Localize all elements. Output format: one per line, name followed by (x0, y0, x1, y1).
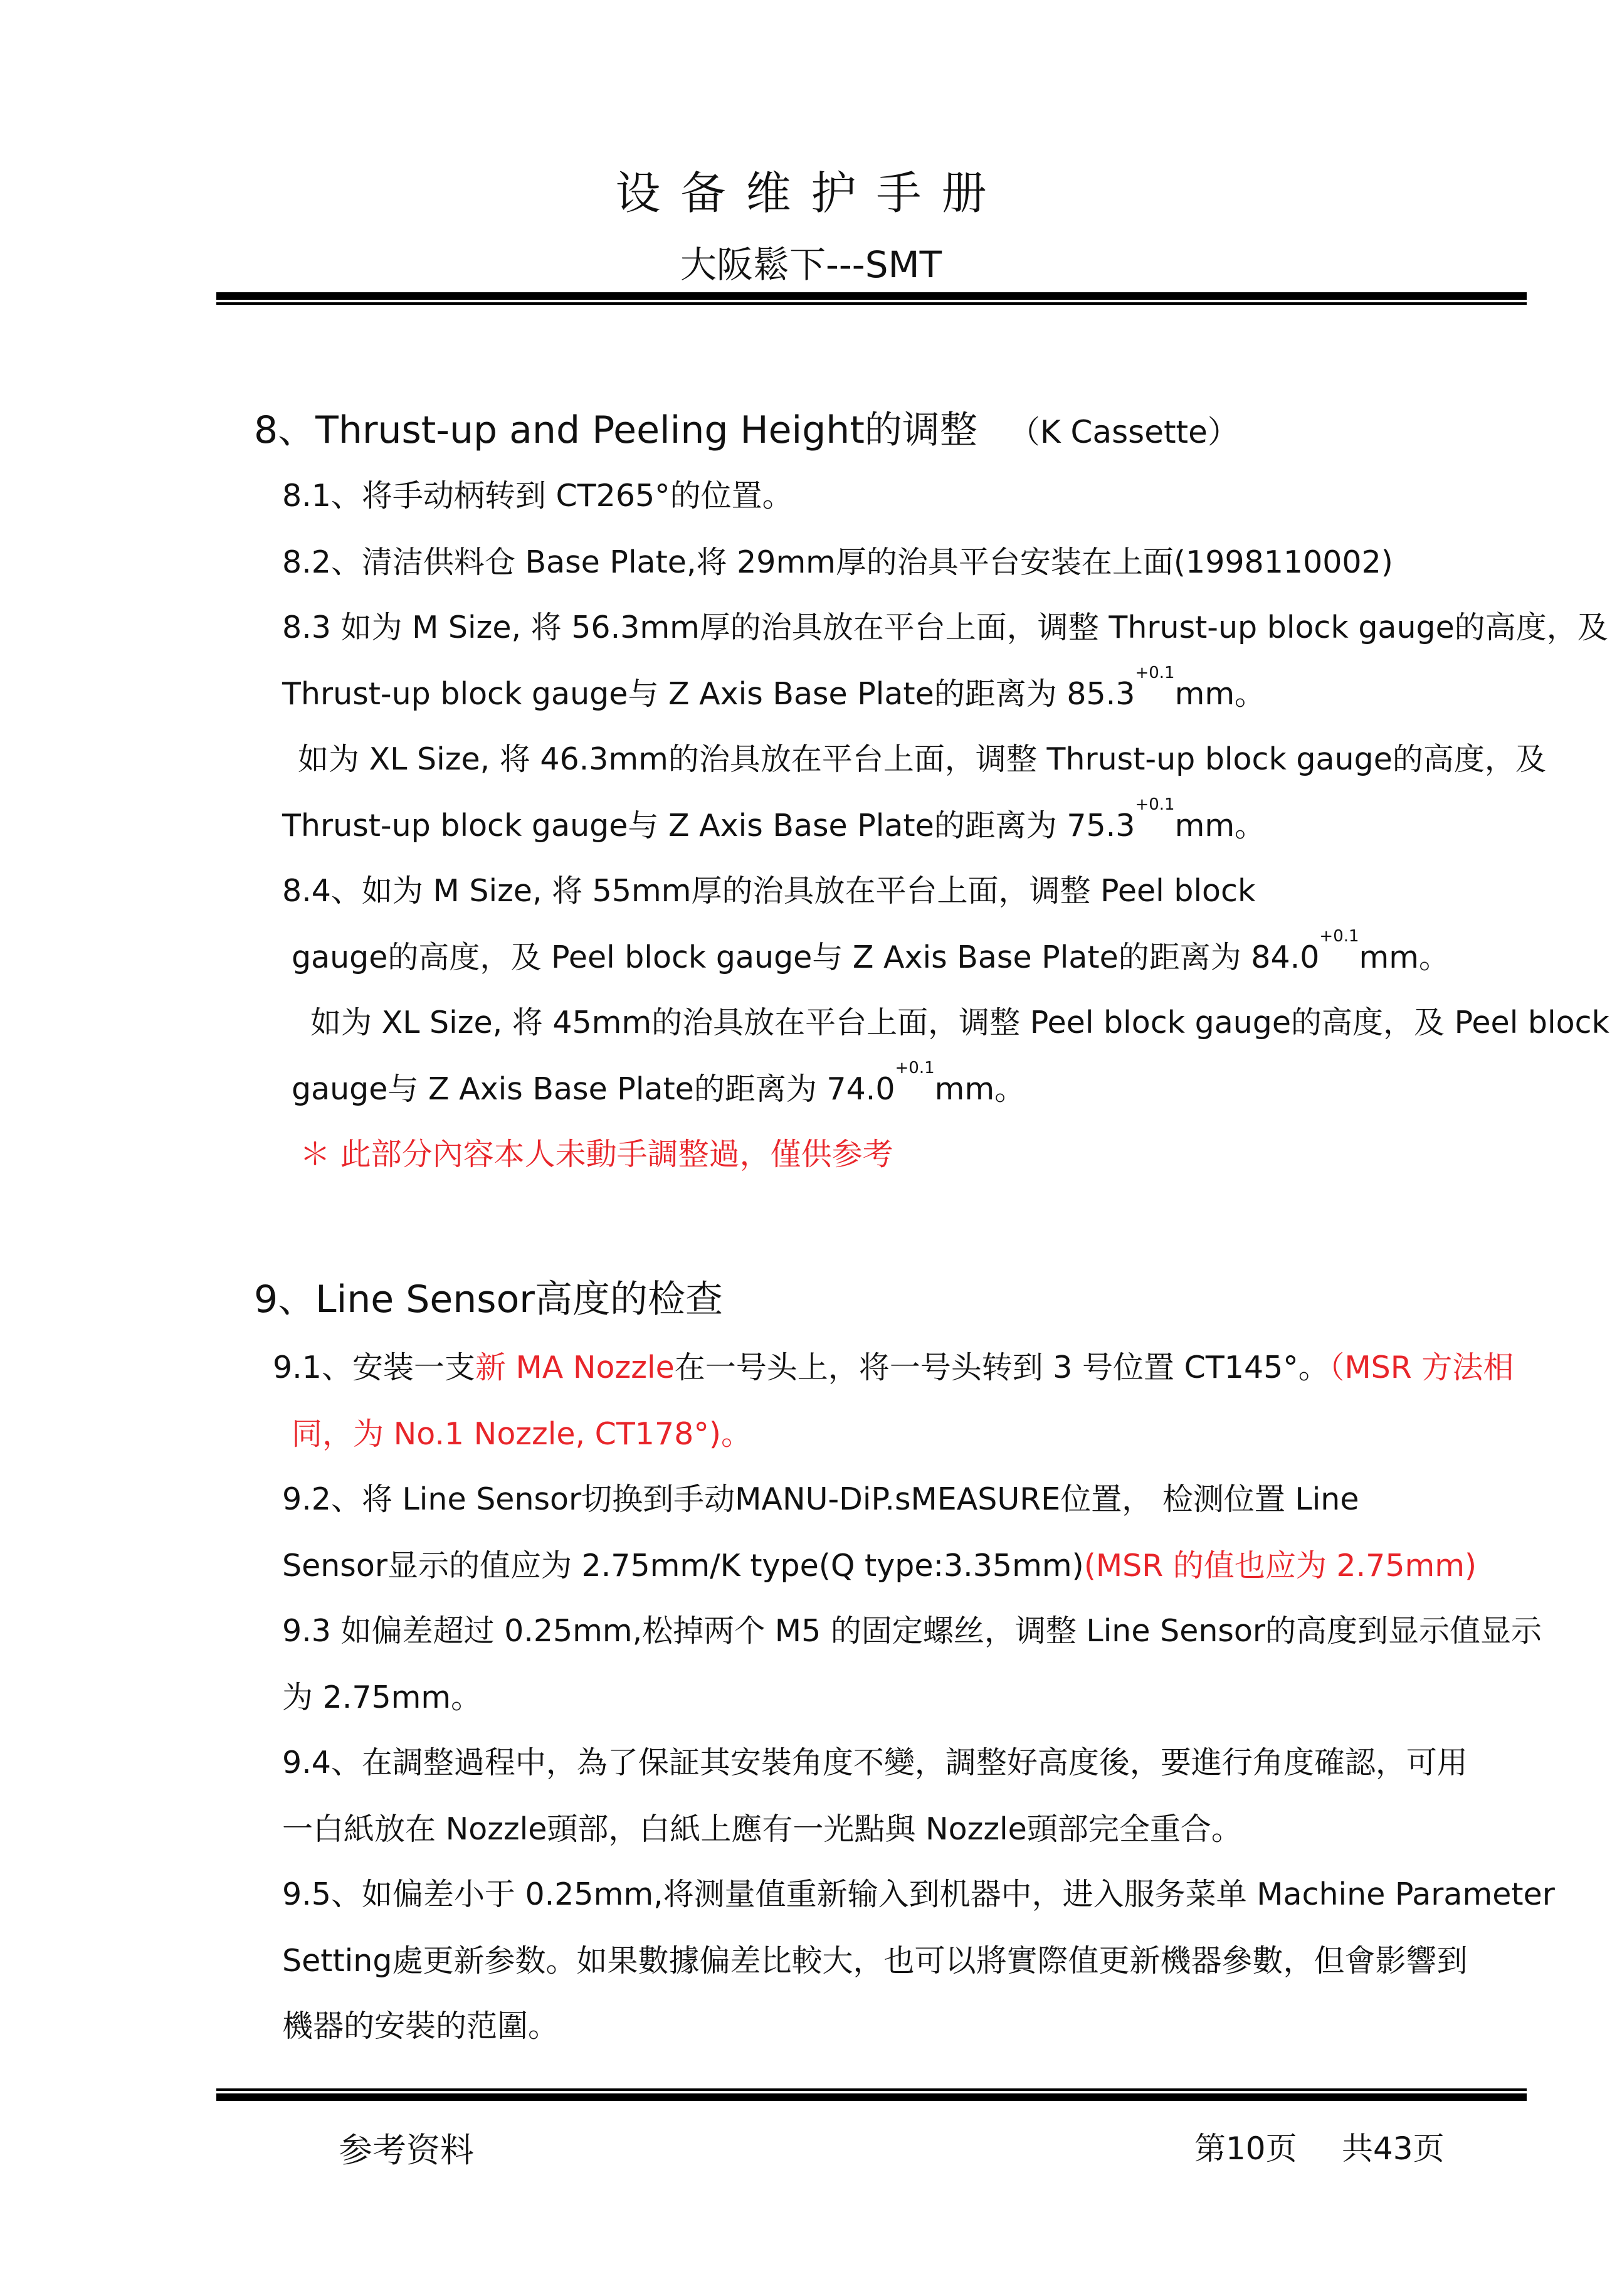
section-8-heading: 8、Thrust-up and Peeling Height的调整 （K Cassette） (254, 408, 1239, 452)
section-9-heading: 9、Line Sensor高度的检查 (254, 1278, 723, 1321)
line-8-3: 8.3 如为 M Size, 将 56.3mm厚的治具放在平台上面，调整 Thrust-up block gauge的高度，及 (282, 610, 1608, 645)
line-9-4: 9.4、在調整過程中，為了保証其安裝角度不變，調整好高度後，要進行角度確認，可用 (282, 1745, 1468, 1780)
document-title: 设备维护手册 (615, 167, 1007, 220)
line-8-4: 8.4、如为 M Size, 将 55mm厚的治具放在平台上面，调整 Peel block (282, 873, 1256, 909)
header-rule-thin (216, 302, 1527, 305)
header-rule-thick (216, 292, 1527, 300)
line-9-3-cont: 为 2.75mm。 (282, 1680, 482, 1715)
tolerance: +0.1 (1135, 664, 1175, 682)
footer-rule-thick (216, 2093, 1527, 2101)
line-8-4-xl: 如为 XL Size, 将 45mm的治具放在平台上面，调整 Peel block gauge的高度，及 Peel block (310, 1005, 1609, 1040)
tolerance: +0.1 (1319, 927, 1359, 946)
line-9-2-cont: Sensor显示的值应为 2.75mm/K type(Q type:3.35mm)(MSR 的值也应为 2.75mm) (282, 1548, 1477, 1584)
tolerance: +0.1 (895, 1059, 935, 1077)
tolerance: +0.1 (1135, 795, 1175, 814)
section-8-note: ＊ 此部分內容本人未動手調整過，僅供参考 (300, 1136, 893, 1172)
line-9-3: 9.3 如偏差超过 0.25mm,松掉两个 M5 的固定螺丝，调整 Line Sensor的高度到显示值显示 (282, 1613, 1542, 1649)
section-8-heading-note: （K Cassette） (1008, 414, 1239, 450)
page-total: 共43页 (1342, 2130, 1445, 2167)
line-9-2: 9.2、将 Line Sensor切换到手动MANU-DiP.sMEASURE位置， 检测位置 Line (282, 1481, 1359, 1517)
document-subtitle: 大阪鬆下---SMT (680, 243, 942, 286)
line-8-3-cont: Thrust-up block gauge与 Z Axis Base Plate的距离为 $85.3^{+0.1}mm$。 (282, 664, 1266, 712)
line-8-1: 8.1、将手动柄转到 CT265°的位置。 (282, 478, 793, 514)
line-8-3-xl: 如为 XL Size, 将 46.3mm的治具放在平台上面，调整 Thrust-up block gauge的高度，及 (298, 741, 1546, 777)
line-8-3-xl-cont: Thrust-up block gauge与 Z Axis Base Plate的距离为 $75.3^{+0.1}mm$。 (282, 795, 1266, 844)
line-8-4-xl-cont: gauge与 Z Axis Base Plate的距离为 $74.0^{+0.1}mm$。 (292, 1059, 1026, 1107)
line-8-2: 8.2、清洁供料仓 Base Plate,将 29mm厚的治具平台安装在上面(1998110002) (282, 544, 1393, 580)
line-8-4-cont: gauge的高度，及 Peel block gauge与 Z Axis Base Plate的距离为 $84.0^{+0.1}mm$。 (292, 927, 1450, 975)
line-9-1: 9.1、安装一支新 MA Nozzle在一号头上，将一号头转到 3 号位置 CT145°。（MSR 方法相 (273, 1350, 1514, 1385)
footer-rule-thin (216, 2088, 1527, 2091)
line-9-5-end: 機器的安裝的范圍。 (282, 2008, 559, 2044)
page-number: 第10页 (1194, 2130, 1297, 2167)
line-9-5-cont: Setting處更新参数。如果數據偏差比較大，也可以將實際值更新機器參數，但會影響到 (282, 1943, 1468, 1979)
line-9-4-cont: 一白紙放在 Nozzle頭部，白紙上應有一光點與 Nozzle頭部完全重合。 (282, 1811, 1242, 1847)
footer-label: 参考资料 (339, 2130, 474, 2170)
line-9-1-cont: 同，为 No.1 Nozzle, CT178°)。 (292, 1416, 752, 1452)
line-9-5: 9.5、如偏差小于 0.25mm,将测量值重新输入到机器中，进入服务菜单 Machine Parameter (282, 1876, 1555, 1912)
